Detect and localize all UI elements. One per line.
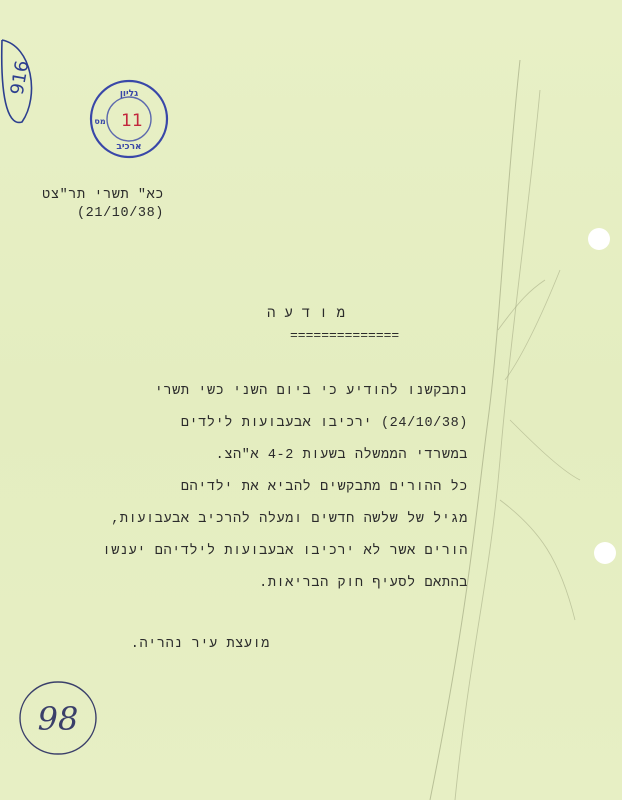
body-line-7: בהתאם לסעיף חוק הבריאות. [259, 576, 468, 591]
stamp-number: 11 [121, 111, 143, 131]
body-line-6: הורים אשר לא ירכיבו אבעבועות לילדיהם יענשו [102, 544, 468, 559]
date-gregorian: (21/10/38) [76, 206, 164, 221]
body-line-5: מגיל של שלשה חדשים ומעלה להרכיב אבעבועות, [111, 512, 468, 527]
body-line-1: נתבקשנו להודיע כי ביום השני כשי תשרי [154, 384, 468, 399]
corner-annotation-mark [0, 36, 42, 126]
body-line-2: (24/10/38) ירכיבו אבעבועות לילדים [180, 416, 468, 431]
body-line-3: במשרדי הממשלה בשעות 4-2 א"הצ. [215, 448, 468, 463]
archive-stamp [86, 76, 172, 162]
body-line-4: כל ההורים מתבקשים להביא את ילדיהם [180, 480, 468, 495]
stamp-top-text: גליון [119, 89, 139, 99]
date-hebrew: כא" תשרי תר"צט [42, 188, 164, 203]
corner-annotation-text: 916 [6, 58, 34, 97]
page-number-text: 98 [37, 700, 79, 738]
stamp-bottom-text: ארכיב [116, 142, 142, 152]
page-number-mark [10, 676, 100, 758]
signature: מועצת עיר נהריה. [130, 637, 270, 652]
title-underline: ============== [290, 328, 400, 343]
stamp-label: מס [94, 117, 106, 126]
page-title: מודעה [266, 306, 354, 322]
